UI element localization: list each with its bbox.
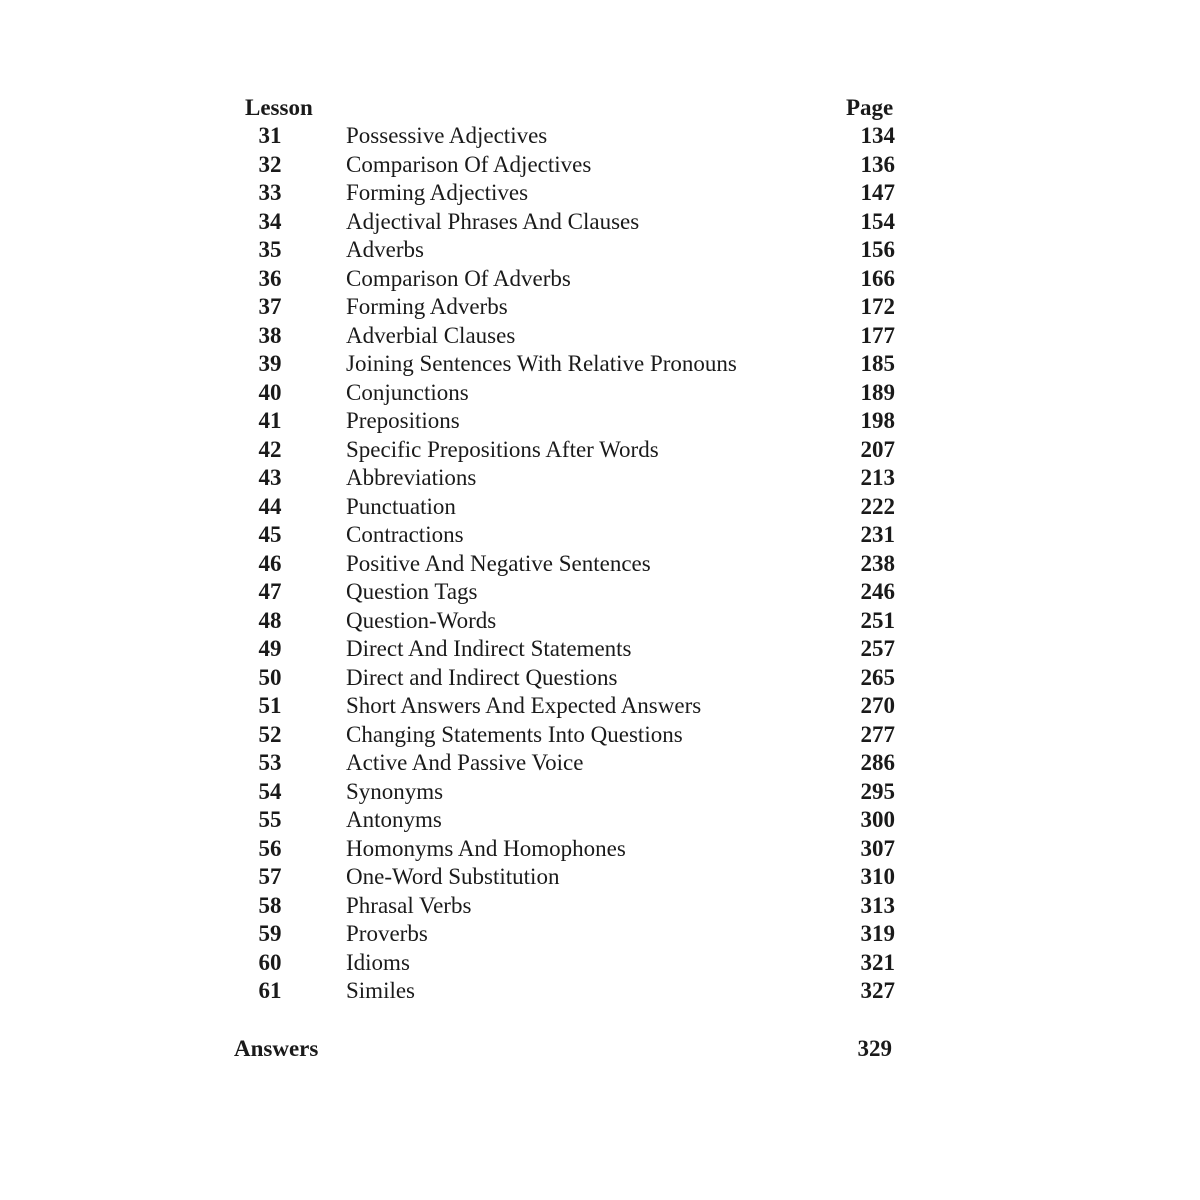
- answers-label: Answers: [234, 1036, 319, 1061]
- lesson-column-header: Lesson: [245, 95, 313, 120]
- page-number: 246: [860, 579, 895, 604]
- lesson-number: 61: [258, 978, 282, 1003]
- toc-entry: [0, 407, 1200, 436]
- page-number: 300: [860, 807, 895, 832]
- lesson-title: Phrasal Verbs: [346, 892, 472, 918]
- page-number: 270: [860, 693, 895, 718]
- lesson-number: 55: [258, 807, 282, 832]
- toc-entry: [0, 578, 1200, 607]
- toc-entry: [0, 122, 1200, 151]
- page-number: 277: [860, 721, 895, 747]
- lesson-title: Positive And Negative Sentences: [346, 550, 651, 576]
- lesson-number: 57: [258, 864, 282, 889]
- lesson-number: 45: [258, 522, 282, 547]
- page-number: 222: [860, 493, 895, 519]
- page-number: 295: [860, 778, 895, 804]
- toc-entry: [0, 920, 1200, 949]
- toc-entry: [0, 179, 1200, 208]
- lesson-title: Comparison Of Adjectives: [346, 151, 592, 177]
- lesson-title: Synonyms: [346, 778, 444, 804]
- lesson-title: Active And Passive Voice: [346, 750, 584, 775]
- lesson-number: 36: [258, 265, 282, 291]
- lesson-number: 34: [258, 208, 282, 234]
- lesson-title: Joining Sentences With Relative Pronouns: [346, 351, 737, 376]
- toc-entry: [0, 664, 1200, 693]
- page-number: 154: [860, 208, 895, 234]
- lesson-number: 52: [258, 721, 282, 747]
- toc-entry: [0, 379, 1200, 408]
- lesson-number: 39: [258, 351, 282, 376]
- lesson-number: 53: [258, 750, 282, 775]
- lesson-title: Comparison Of Adverbs: [346, 265, 571, 291]
- lesson-number: 47: [258, 579, 282, 604]
- toc-entry: [0, 778, 1200, 807]
- page-number: 286: [860, 750, 895, 775]
- lesson-title: Question-Words: [346, 607, 497, 633]
- lesson-title: Short Answers And Expected Answers: [346, 693, 702, 718]
- page-column-header: Page: [846, 95, 894, 120]
- lesson-number: 49: [258, 636, 282, 661]
- toc-entry: [0, 151, 1200, 180]
- toc-entry: [0, 521, 1200, 550]
- toc-entry: [0, 350, 1200, 379]
- toc-entry: [0, 892, 1200, 921]
- lesson-number: 42: [258, 436, 282, 462]
- toc-entry: [0, 322, 1200, 351]
- page-number: 319: [860, 921, 895, 946]
- lesson-title: Changing Statements Into Questions: [346, 721, 683, 747]
- answers-page-number: 329: [857, 1036, 892, 1061]
- lesson-title: Antonyms: [346, 807, 442, 832]
- lesson-title: Adverbial Clauses: [346, 322, 516, 348]
- toc-entry: [0, 293, 1200, 322]
- toc-entry: [0, 208, 1200, 237]
- toc-entry: [0, 464, 1200, 493]
- page-number: 185: [860, 351, 895, 376]
- page-number: 147: [860, 180, 895, 205]
- toc-entry: [0, 436, 1200, 465]
- lesson-title: Forming Adjectives: [346, 180, 529, 205]
- lesson-number: 43: [258, 465, 282, 490]
- lesson-title: Adverbs: [346, 237, 424, 262]
- page-number: 136: [860, 151, 895, 177]
- lesson-title: Similes: [346, 978, 416, 1003]
- page-number: 189: [860, 379, 895, 405]
- lesson-title: Adjectival Phrases And Clauses: [346, 208, 640, 234]
- lesson-title: Abbreviations: [346, 465, 477, 490]
- lesson-title: Direct And Indirect Statements: [346, 636, 632, 661]
- lesson-title: Question Tags: [346, 579, 478, 604]
- lesson-number: 44: [258, 493, 282, 519]
- page-number: 327: [860, 978, 895, 1003]
- toc-entry: [0, 607, 1200, 636]
- page-number: 238: [860, 550, 895, 576]
- page-number: 172: [860, 294, 895, 319]
- toc-entry: [0, 977, 1200, 1006]
- page-number: 265: [860, 664, 895, 690]
- page-number: 257: [860, 636, 895, 661]
- page-number: 213: [860, 465, 895, 490]
- lesson-number: 40: [258, 379, 282, 405]
- lesson-number: 33: [258, 180, 282, 205]
- lesson-number: 35: [258, 237, 282, 262]
- page-number: 321: [860, 949, 895, 975]
- lesson-number: 37: [258, 294, 282, 319]
- lesson-number: 46: [258, 550, 282, 576]
- toc-entry: [0, 550, 1200, 579]
- page-number: 156: [860, 237, 895, 262]
- lesson-title: Direct and Indirect Questions: [346, 664, 618, 690]
- toc-entry: [0, 721, 1200, 750]
- lesson-title: Idioms: [346, 949, 410, 975]
- lesson-number: 38: [258, 322, 282, 348]
- toc-entry: [0, 692, 1200, 721]
- lesson-number: 32: [258, 151, 282, 177]
- table-of-contents: [0, 122, 1200, 1006]
- toc-entry: [0, 806, 1200, 835]
- lesson-number: 56: [258, 835, 282, 861]
- lesson-number: 41: [258, 408, 282, 433]
- lesson-number: 50: [258, 664, 282, 690]
- toc-entry: [0, 493, 1200, 522]
- lesson-number: 58: [258, 892, 282, 918]
- page-number: 177: [860, 322, 895, 348]
- page-number: 166: [860, 265, 895, 291]
- lesson-title: One-Word Substitution: [346, 864, 560, 889]
- page-number: 313: [860, 892, 895, 918]
- toc-entry: [0, 236, 1200, 265]
- page-number: 134: [860, 123, 895, 148]
- toc-entry: [0, 863, 1200, 892]
- lesson-title: Prepositions: [346, 408, 460, 433]
- lesson-title: Proverbs: [346, 921, 428, 946]
- lesson-title: Specific Prepositions After Words: [346, 436, 659, 462]
- lesson-title: Punctuation: [346, 493, 456, 519]
- page-number: 207: [860, 436, 895, 462]
- page-number: 231: [860, 522, 895, 547]
- page-number: 310: [860, 864, 895, 889]
- toc-entry: [0, 949, 1200, 978]
- lesson-number: 59: [258, 921, 282, 946]
- page-number: 198: [860, 408, 895, 433]
- page-number: 307: [860, 835, 895, 861]
- lesson-title: Homonyms And Homophones: [346, 835, 626, 861]
- lesson-number: 31: [258, 123, 282, 148]
- lesson-title: Possessive Adjectives: [346, 123, 548, 148]
- lesson-number: 54: [258, 778, 282, 804]
- lesson-title: Forming Adverbs: [346, 294, 508, 319]
- lesson-title: Contractions: [346, 522, 464, 547]
- lesson-number: 60: [258, 949, 282, 975]
- lesson-title: Conjunctions: [346, 379, 469, 405]
- page-number: 251: [860, 607, 895, 633]
- toc-entry: [0, 835, 1200, 864]
- toc-entry: [0, 635, 1200, 664]
- toc-entry: [0, 265, 1200, 294]
- toc-entry: [0, 749, 1200, 778]
- lesson-number: 48: [258, 607, 282, 633]
- lesson-number: 51: [258, 693, 282, 718]
